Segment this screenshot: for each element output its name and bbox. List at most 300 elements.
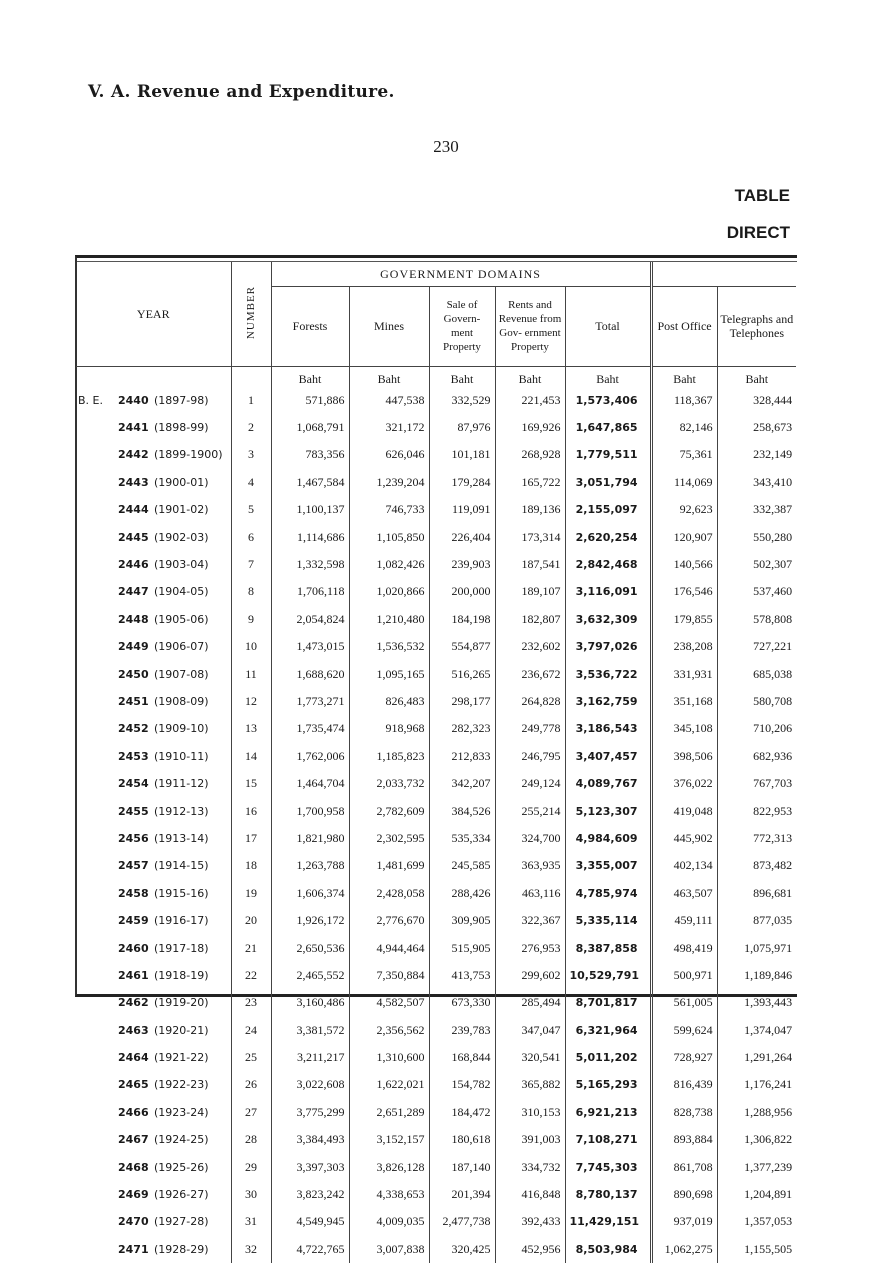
- mines-cell: 2,302,595: [349, 825, 429, 852]
- number-cell: 8: [231, 578, 271, 605]
- col-mines-header: Mines: [349, 286, 429, 366]
- ad-year: (1916-17): [154, 914, 209, 928]
- be-year: 2440: [118, 393, 149, 407]
- forests-cell: 1,473,015: [271, 633, 349, 660]
- mines-cell: 1,185,823: [349, 743, 429, 770]
- sale-cell: 535,334: [429, 825, 495, 852]
- ad-year: (1915-16): [154, 886, 209, 900]
- total-cell: 5,335,114: [565, 907, 651, 934]
- post-cell: 345,108: [651, 715, 717, 742]
- forests-cell: 1,688,620: [271, 660, 349, 687]
- forests-cell: 3,384,493: [271, 1126, 349, 1153]
- year-cell: [76, 414, 231, 441]
- forests-cell: 1,464,704: [271, 770, 349, 797]
- be-year: 2464: [118, 1051, 149, 1065]
- ad-year: (1919-20): [154, 996, 209, 1010]
- post-cell: 82,146: [651, 414, 717, 441]
- total-cell: 4,785,974: [565, 880, 651, 907]
- sale-cell: 384,526: [429, 797, 495, 824]
- mines-cell: 1,210,480: [349, 606, 429, 633]
- number-cell: 4: [231, 469, 271, 496]
- number-cell: 23: [231, 989, 271, 1016]
- forests-cell: 783,356: [271, 441, 349, 468]
- unit-label: Baht: [495, 366, 565, 387]
- ad-year: (1904-05): [154, 585, 209, 599]
- rents-cell: 165,722: [495, 469, 565, 496]
- number-cell: 13: [231, 715, 271, 742]
- ad-year: (1903-04): [154, 558, 209, 572]
- table-row: [76, 633, 796, 660]
- telegraphs-cell: 727,221: [717, 633, 796, 660]
- number-cell: 7: [231, 551, 271, 578]
- forests-cell: 3,160,486: [271, 989, 349, 1016]
- year-cell: [76, 387, 231, 414]
- mines-cell: 1,310,600: [349, 1044, 429, 1071]
- rents-cell: 324,700: [495, 825, 565, 852]
- table-row: [76, 441, 796, 468]
- be-year: 2462: [118, 996, 149, 1010]
- rents-cell: 249,778: [495, 715, 565, 742]
- telegraphs-cell: 1,176,241: [717, 1071, 796, 1098]
- unit-label: Baht: [651, 366, 717, 387]
- rents-cell: 322,367: [495, 907, 565, 934]
- col-forests-header: Forests: [271, 286, 349, 366]
- mines-cell: 1,239,204: [349, 469, 429, 496]
- telegraphs-cell: 1,155,505: [717, 1236, 796, 1263]
- sale-cell: 413,753: [429, 962, 495, 989]
- total-cell: 8,780,137: [565, 1181, 651, 1208]
- mines-cell: 1,481,699: [349, 852, 429, 879]
- be-year: 2444: [118, 503, 149, 517]
- rents-cell: 363,935: [495, 852, 565, 879]
- sale-cell: 239,903: [429, 551, 495, 578]
- post-cell: 861,708: [651, 1153, 717, 1180]
- number-cell: 17: [231, 825, 271, 852]
- post-cell: 331,931: [651, 660, 717, 687]
- mines-cell: 4,944,464: [349, 934, 429, 961]
- year-cell: [76, 1236, 231, 1263]
- number-cell: 25: [231, 1044, 271, 1071]
- col-year-header: YEAR: [76, 262, 231, 366]
- total-cell: 4,089,767: [565, 770, 651, 797]
- year-cell: [76, 551, 231, 578]
- post-cell: 75,361: [651, 441, 717, 468]
- number-cell: 9: [231, 606, 271, 633]
- sale-cell: 180,618: [429, 1126, 495, 1153]
- number-cell: 10: [231, 633, 271, 660]
- table-row: [76, 414, 796, 441]
- total-cell: 3,186,543: [565, 715, 651, 742]
- era-prefix: B. E.: [78, 393, 103, 407]
- year-cell: [76, 715, 231, 742]
- sale-cell: 187,140: [429, 1153, 495, 1180]
- sale-cell: 309,905: [429, 907, 495, 934]
- be-year: 2447: [118, 585, 149, 599]
- table-label-line1: TABLE: [734, 186, 790, 205]
- year-cell: [76, 962, 231, 989]
- unit-row: [76, 366, 796, 387]
- total-cell: 7,108,271: [565, 1126, 651, 1153]
- year-cell: [76, 578, 231, 605]
- ad-year: (1911-12): [154, 777, 209, 791]
- table-row: [76, 660, 796, 687]
- rents-cell: 416,848: [495, 1181, 565, 1208]
- number-cell: 26: [231, 1071, 271, 1098]
- sale-cell: 168,844: [429, 1044, 495, 1071]
- sale-cell: 245,585: [429, 852, 495, 879]
- forests-cell: 1,467,584: [271, 469, 349, 496]
- forests-cell: 1,821,980: [271, 825, 349, 852]
- total-cell: 1,647,865: [565, 414, 651, 441]
- forests-cell: 1,606,374: [271, 880, 349, 907]
- number-cell: 11: [231, 660, 271, 687]
- forests-cell: 1,114,686: [271, 523, 349, 550]
- ad-year: (1898-99): [154, 421, 209, 435]
- telegraphs-cell: 537,460: [717, 578, 796, 605]
- post-cell: 599,624: [651, 1016, 717, 1043]
- sale-cell: 201,394: [429, 1181, 495, 1208]
- sale-cell: 226,404: [429, 523, 495, 550]
- number-cell: 12: [231, 688, 271, 715]
- year-cell: [76, 743, 231, 770]
- mines-cell: 1,622,021: [349, 1071, 429, 1098]
- total-cell: 6,921,213: [565, 1099, 651, 1126]
- telegraphs-cell: 682,936: [717, 743, 796, 770]
- unit-label: Baht: [349, 366, 429, 387]
- telegraphs-cell: 710,206: [717, 715, 796, 742]
- ad-year: (1912-13): [154, 804, 209, 818]
- forests-cell: 1,762,006: [271, 743, 349, 770]
- revenue-table: [76, 262, 796, 1263]
- forests-cell: 3,775,299: [271, 1099, 349, 1126]
- table-row: [76, 797, 796, 824]
- mines-cell: 321,172: [349, 414, 429, 441]
- number-cell: 2: [231, 414, 271, 441]
- rents-cell: 334,732: [495, 1153, 565, 1180]
- unit-label: Baht: [429, 366, 495, 387]
- table-label: [727, 177, 790, 251]
- be-year: 2465: [118, 1078, 149, 1092]
- rents-cell: 169,926: [495, 414, 565, 441]
- rents-cell: 189,107: [495, 578, 565, 605]
- rents-cell: 189,136: [495, 496, 565, 523]
- sale-cell: 184,198: [429, 606, 495, 633]
- ad-year: (1921-22): [154, 1051, 209, 1065]
- be-year: 2442: [118, 448, 149, 462]
- ad-year: (1902-03): [154, 530, 209, 544]
- year-cell: [76, 1181, 231, 1208]
- table-row: [76, 1236, 796, 1263]
- table-row: [76, 1044, 796, 1071]
- be-year: 2468: [118, 1160, 149, 1174]
- telegraphs-cell: 580,708: [717, 688, 796, 715]
- be-year: 2441: [118, 421, 149, 435]
- ad-year: (1908-09): [154, 694, 209, 708]
- total-cell: 5,011,202: [565, 1044, 651, 1071]
- year-cell: [76, 496, 231, 523]
- post-cell: 398,506: [651, 743, 717, 770]
- rents-cell: 255,214: [495, 797, 565, 824]
- number-cell: 1: [231, 387, 271, 414]
- sale-cell: 87,976: [429, 414, 495, 441]
- rents-cell: 182,807: [495, 606, 565, 633]
- be-year: 2446: [118, 558, 149, 572]
- be-year: 2443: [118, 475, 149, 489]
- be-year: 2460: [118, 941, 149, 955]
- communications-header: [651, 262, 796, 286]
- table-row: [76, 880, 796, 907]
- total-cell: 3,407,457: [565, 743, 651, 770]
- year-cell: [76, 852, 231, 879]
- total-cell: 8,387,858: [565, 934, 651, 961]
- total-cell: 10,529,791: [565, 962, 651, 989]
- number-cell: 24: [231, 1016, 271, 1043]
- ad-year: (1910-11): [154, 749, 209, 763]
- mines-cell: 626,046: [349, 441, 429, 468]
- sale-cell: 516,265: [429, 660, 495, 687]
- sale-cell: 332,529: [429, 387, 495, 414]
- mines-cell: 3,152,157: [349, 1126, 429, 1153]
- mines-cell: 746,733: [349, 496, 429, 523]
- mines-cell: 1,105,850: [349, 523, 429, 550]
- forests-cell: 1,700,958: [271, 797, 349, 824]
- table-row: [76, 852, 796, 879]
- rents-cell: 320,541: [495, 1044, 565, 1071]
- ad-year: (1905-06): [154, 612, 209, 626]
- table-row: [76, 1181, 796, 1208]
- unit-label: Baht: [271, 366, 349, 387]
- total-cell: 8,701,817: [565, 989, 651, 1016]
- unit-label: Baht: [717, 366, 796, 387]
- total-cell: 3,797,026: [565, 633, 651, 660]
- telegraphs-cell: 772,313: [717, 825, 796, 852]
- total-cell: 5,123,307: [565, 797, 651, 824]
- mines-cell: 1,095,165: [349, 660, 429, 687]
- year-cell: [76, 797, 231, 824]
- telegraphs-cell: 1,204,891: [717, 1181, 796, 1208]
- total-cell: 6,321,964: [565, 1016, 651, 1043]
- rents-cell: 285,494: [495, 989, 565, 1016]
- post-cell: 402,134: [651, 852, 717, 879]
- post-cell: 179,855: [651, 606, 717, 633]
- ad-year: (1909-10): [154, 722, 209, 736]
- be-year: 2445: [118, 530, 149, 544]
- rents-cell: 232,602: [495, 633, 565, 660]
- ad-year: (1900-01): [154, 475, 209, 489]
- mines-cell: 2,776,670: [349, 907, 429, 934]
- telegraphs-cell: 1,374,047: [717, 1016, 796, 1043]
- year-cell: [76, 1044, 231, 1071]
- col-post-header: Post Office: [651, 286, 717, 366]
- number-cell: 27: [231, 1099, 271, 1126]
- number-cell: 6: [231, 523, 271, 550]
- table-row: [76, 523, 796, 550]
- forests-cell: 1,706,118: [271, 578, 349, 605]
- table-row: [76, 770, 796, 797]
- mines-cell: 2,033,732: [349, 770, 429, 797]
- be-year: 2463: [118, 1023, 149, 1037]
- telegraphs-cell: 767,703: [717, 770, 796, 797]
- post-cell: 445,902: [651, 825, 717, 852]
- mines-cell: 7,350,884: [349, 962, 429, 989]
- post-cell: 238,208: [651, 633, 717, 660]
- be-year: 2459: [118, 914, 149, 928]
- post-cell: 463,507: [651, 880, 717, 907]
- year-cell: [76, 441, 231, 468]
- be-year: 2467: [118, 1133, 149, 1147]
- post-cell: 498,419: [651, 934, 717, 961]
- gov-domains-header: GOVERNMENT DOMAINS: [271, 262, 651, 286]
- year-cell: [76, 907, 231, 934]
- post-cell: 92,623: [651, 496, 717, 523]
- table-row: [76, 469, 796, 496]
- ad-year: (1922-23): [154, 1078, 209, 1092]
- forests-cell: 3,397,303: [271, 1153, 349, 1180]
- mines-cell: 3,826,128: [349, 1153, 429, 1180]
- number-cell: 3: [231, 441, 271, 468]
- total-cell: 2,842,468: [565, 551, 651, 578]
- mines-cell: 1,536,532: [349, 633, 429, 660]
- number-cell: 19: [231, 880, 271, 907]
- total-cell: 11,429,151: [565, 1208, 651, 1235]
- post-cell: 937,019: [651, 1208, 717, 1235]
- telegraphs-cell: 896,681: [717, 880, 796, 907]
- number-cell: 29: [231, 1153, 271, 1180]
- table-row: [76, 496, 796, 523]
- telegraphs-cell: 1,075,971: [717, 934, 796, 961]
- be-year: 2451: [118, 694, 149, 708]
- total-cell: 7,745,303: [565, 1153, 651, 1180]
- ad-year: (1924-25): [154, 1133, 209, 1147]
- rents-cell: 463,116: [495, 880, 565, 907]
- be-year: 2452: [118, 722, 149, 736]
- table-row: [76, 1016, 796, 1043]
- sale-cell: 288,426: [429, 880, 495, 907]
- table-row: [76, 743, 796, 770]
- be-year: 2456: [118, 831, 149, 845]
- be-year: 2454: [118, 777, 149, 791]
- year-cell: [76, 1126, 231, 1153]
- telegraphs-cell: 1,306,822: [717, 1126, 796, 1153]
- forests-cell: 1,263,788: [271, 852, 349, 879]
- total-cell: 8,503,984: [565, 1236, 651, 1263]
- sale-cell: 101,181: [429, 441, 495, 468]
- rents-cell: 452,956: [495, 1236, 565, 1263]
- total-cell: 3,536,722: [565, 660, 651, 687]
- sale-cell: 342,207: [429, 770, 495, 797]
- telegraphs-cell: 332,387: [717, 496, 796, 523]
- ad-year: (1907-08): [154, 667, 209, 681]
- telegraphs-cell: 822,953: [717, 797, 796, 824]
- rents-cell: 391,003: [495, 1126, 565, 1153]
- be-year: 2450: [118, 667, 149, 681]
- telegraphs-cell: 258,673: [717, 414, 796, 441]
- be-year: 2449: [118, 640, 149, 654]
- forests-cell: 3,211,217: [271, 1044, 349, 1071]
- sale-cell: 179,284: [429, 469, 495, 496]
- telegraphs-cell: 343,410: [717, 469, 796, 496]
- forests-cell: 3,823,242: [271, 1181, 349, 1208]
- table-row: [76, 962, 796, 989]
- number-cell: 21: [231, 934, 271, 961]
- ad-year: (1928-29): [154, 1242, 209, 1256]
- telegraphs-cell: 232,149: [717, 441, 796, 468]
- telegraphs-cell: 550,280: [717, 523, 796, 550]
- mines-cell: 4,338,653: [349, 1181, 429, 1208]
- post-cell: 561,005: [651, 989, 717, 1016]
- year-cell: [76, 523, 231, 550]
- mines-cell: 2,428,058: [349, 880, 429, 907]
- rents-cell: 365,882: [495, 1071, 565, 1098]
- number-cell: 5: [231, 496, 271, 523]
- table-row: [76, 907, 796, 934]
- col-rents-header: Rents and Revenue from Gov- ernment Property: [495, 286, 565, 366]
- sale-cell: 184,472: [429, 1099, 495, 1126]
- table-row: [76, 934, 796, 961]
- sale-cell: 119,091: [429, 496, 495, 523]
- total-cell: 4,984,609: [565, 825, 651, 852]
- forests-cell: 2,054,824: [271, 606, 349, 633]
- mines-cell: 2,651,289: [349, 1099, 429, 1126]
- mines-cell: 918,968: [349, 715, 429, 742]
- be-year: 2469: [118, 1188, 149, 1202]
- forests-cell: 1,100,137: [271, 496, 349, 523]
- ad-year: (1901-02): [154, 503, 209, 517]
- table-row: [76, 688, 796, 715]
- be-year: 2461: [118, 968, 149, 982]
- section-heading: V. A. Revenue and Expenditure.: [88, 82, 395, 102]
- table-row: [76, 1071, 796, 1098]
- total-cell: 5,165,293: [565, 1071, 651, 1098]
- rents-cell: 264,828: [495, 688, 565, 715]
- telegraphs-cell: 328,444: [717, 387, 796, 414]
- sale-cell: 320,425: [429, 1236, 495, 1263]
- be-year: 2448: [118, 612, 149, 626]
- ad-year: (1920-21): [154, 1023, 209, 1037]
- rents-cell: 299,602: [495, 962, 565, 989]
- table-row: [76, 1126, 796, 1153]
- telegraphs-cell: 1,393,443: [717, 989, 796, 1016]
- table-row: [76, 825, 796, 852]
- table-row: [76, 989, 796, 1016]
- mines-cell: 2,356,562: [349, 1016, 429, 1043]
- number-cell: 22: [231, 962, 271, 989]
- page-number: 230: [433, 137, 459, 156]
- post-cell: 816,439: [651, 1071, 717, 1098]
- telegraphs-cell: 685,038: [717, 660, 796, 687]
- forests-cell: 3,022,608: [271, 1071, 349, 1098]
- telegraphs-cell: 873,482: [717, 852, 796, 879]
- mines-cell: 826,483: [349, 688, 429, 715]
- telegraphs-cell: 578,808: [717, 606, 796, 633]
- year-cell: [76, 606, 231, 633]
- forests-cell: 1,926,172: [271, 907, 349, 934]
- table-row: [76, 578, 796, 605]
- number-cell: 16: [231, 797, 271, 824]
- total-cell: 3,632,309: [565, 606, 651, 633]
- mines-cell: 4,009,035: [349, 1208, 429, 1235]
- sale-cell: 212,833: [429, 743, 495, 770]
- table-label-line2: DIRECT: [726, 223, 790, 242]
- col-sale-header: Sale of Govern- ment Property: [429, 286, 495, 366]
- telegraphs-cell: 1,291,264: [717, 1044, 796, 1071]
- post-cell: 893,884: [651, 1126, 717, 1153]
- col-total-header: Total: [565, 286, 651, 366]
- mines-cell: 2,782,609: [349, 797, 429, 824]
- year-cell: [76, 633, 231, 660]
- post-cell: 118,367: [651, 387, 717, 414]
- ad-year: (1926-27): [154, 1188, 209, 1202]
